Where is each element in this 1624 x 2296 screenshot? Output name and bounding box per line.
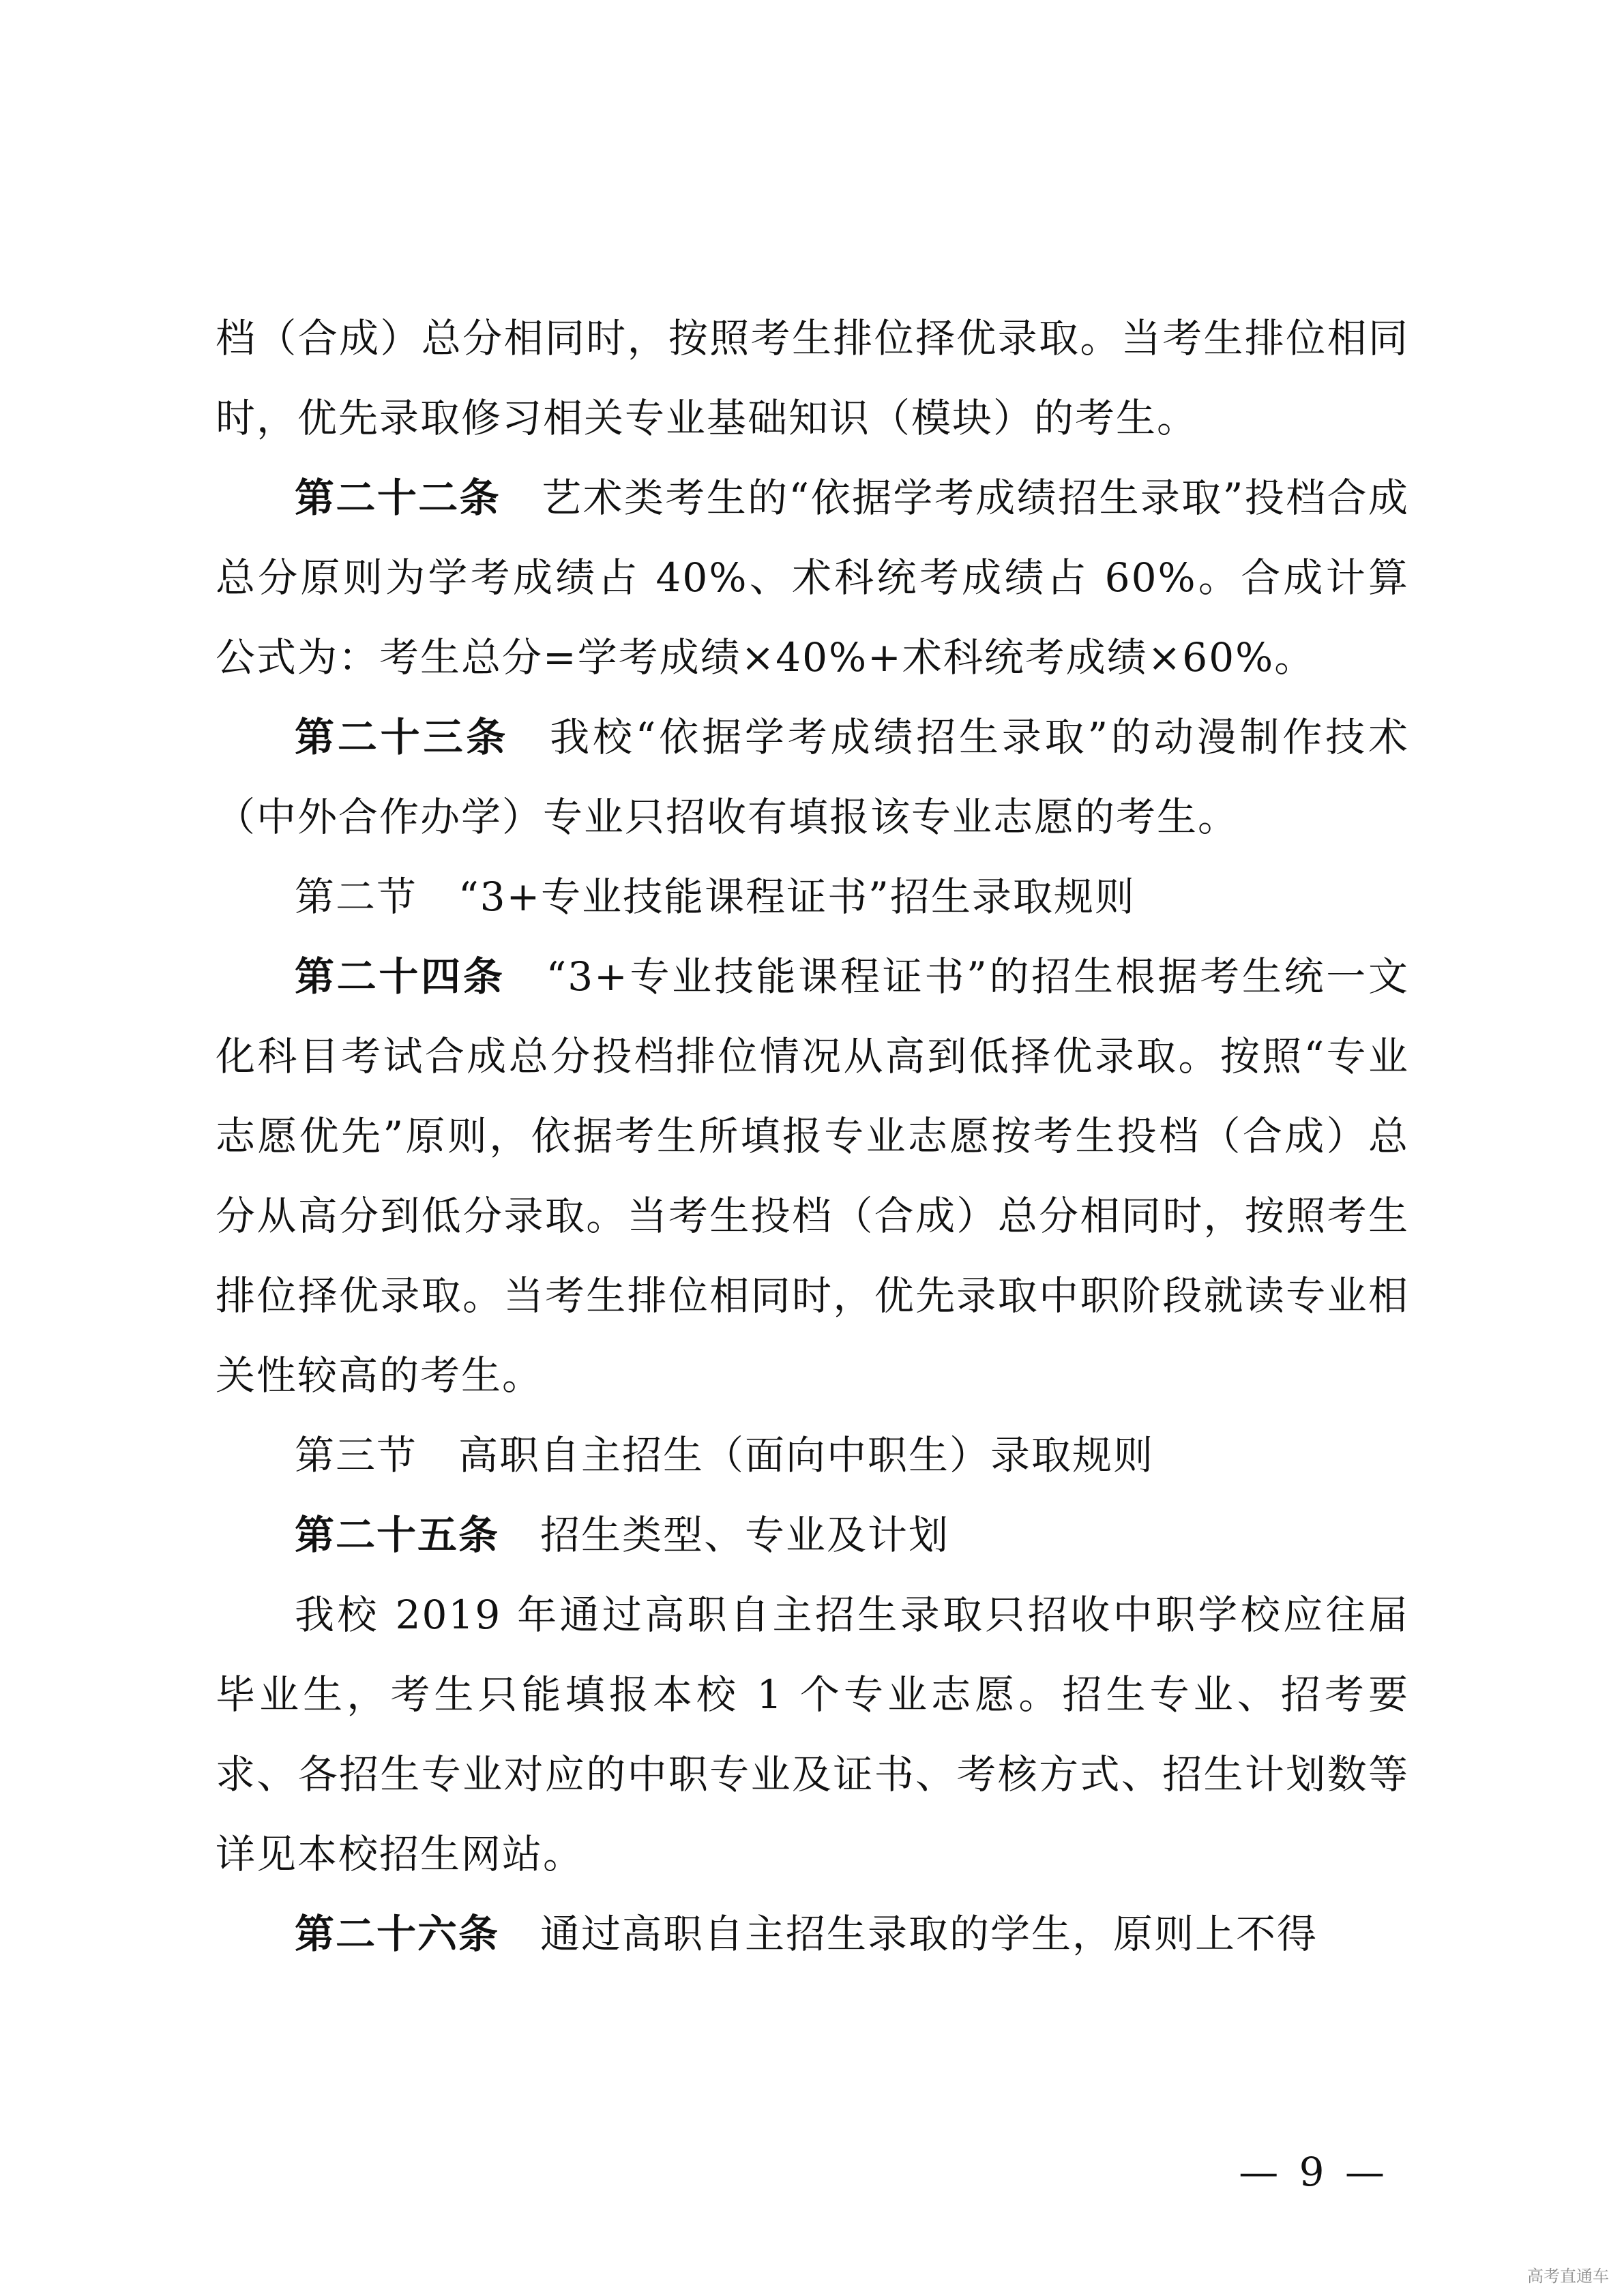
article-text: “3+专业技能课程证书”的招生根据考生统一文化科目考试合成总分投档排位情况从高到低择优录取。按照“专业志愿优先”原则，依据考生所填报专业志愿按考生投档（合成）总分从高分到低分录取。当考生投档（合成）总分相同时，按照考生排位择优录取。当考生排位相同时，优先录取中职阶段就读专业相关性较高的考生。	[216, 953, 1409, 1399]
article-text: 我校“依据学考成绩招生录取”的动漫制作技术（中外合作办学）专业只招收有填报该专业志愿的考生。	[216, 714, 1409, 840]
article-25	[216, 1495, 1409, 1575]
page-number: — 9 —	[1239, 2149, 1389, 2195]
article-22	[216, 458, 1409, 698]
section-label: 第二节	[295, 874, 418, 920]
section-2-heading	[216, 857, 1409, 937]
section-3-heading	[216, 1416, 1409, 1495]
section-label: 第三节	[295, 1432, 418, 1478]
article-label: 第二十四条	[295, 953, 505, 1000]
paragraph-continuation	[216, 299, 1409, 458]
article-label: 第二十五条	[295, 1512, 500, 1558]
article-text: 招生类型、专业及计划	[540, 1512, 950, 1558]
section-title: “3+专业技能课程证书”招生录取规则	[458, 874, 1136, 920]
document-body	[216, 299, 1409, 1974]
article-text: 通过高职自主招生录取的学生，原则上不得	[540, 1911, 1318, 1957]
article-23	[216, 698, 1409, 857]
article-25-body	[216, 1575, 1409, 1894]
paragraph-text: 档（合成）总分相同时，按照考生排位择优录取。当考生排位相同时，优先录取修习相关专业基础知识（模块）的考生。	[216, 315, 1409, 441]
article-text: 艺术类考生的“依据学考成绩招生录取”投档合成总分原则为学考成绩占 40%、术科统考成绩占 60%。合成计算公式为：考生总分=学考成绩×40%+术科统考成绩×60%。	[216, 475, 1409, 681]
section-title: 高职自主招生（面向中职生）录取规则	[458, 1432, 1155, 1478]
paragraph-text: 我校 2019 年通过高职自主招生录取只招收中职学校应往届毕业生，考生只能填报本校 1 个专业志愿。招生专业、招考要求、各招生专业对应的中职专业及证书、考核方式、招生计划数等详见本校招生网站。	[216, 1592, 1409, 1877]
article-24	[216, 937, 1409, 1416]
watermark-text: 高考直通车	[1527, 2267, 1609, 2286]
article-26	[216, 1894, 1409, 1974]
article-label: 第二十三条	[295, 714, 510, 760]
article-label: 第二十二条	[295, 475, 501, 521]
article-label: 第二十六条	[295, 1911, 500, 1957]
